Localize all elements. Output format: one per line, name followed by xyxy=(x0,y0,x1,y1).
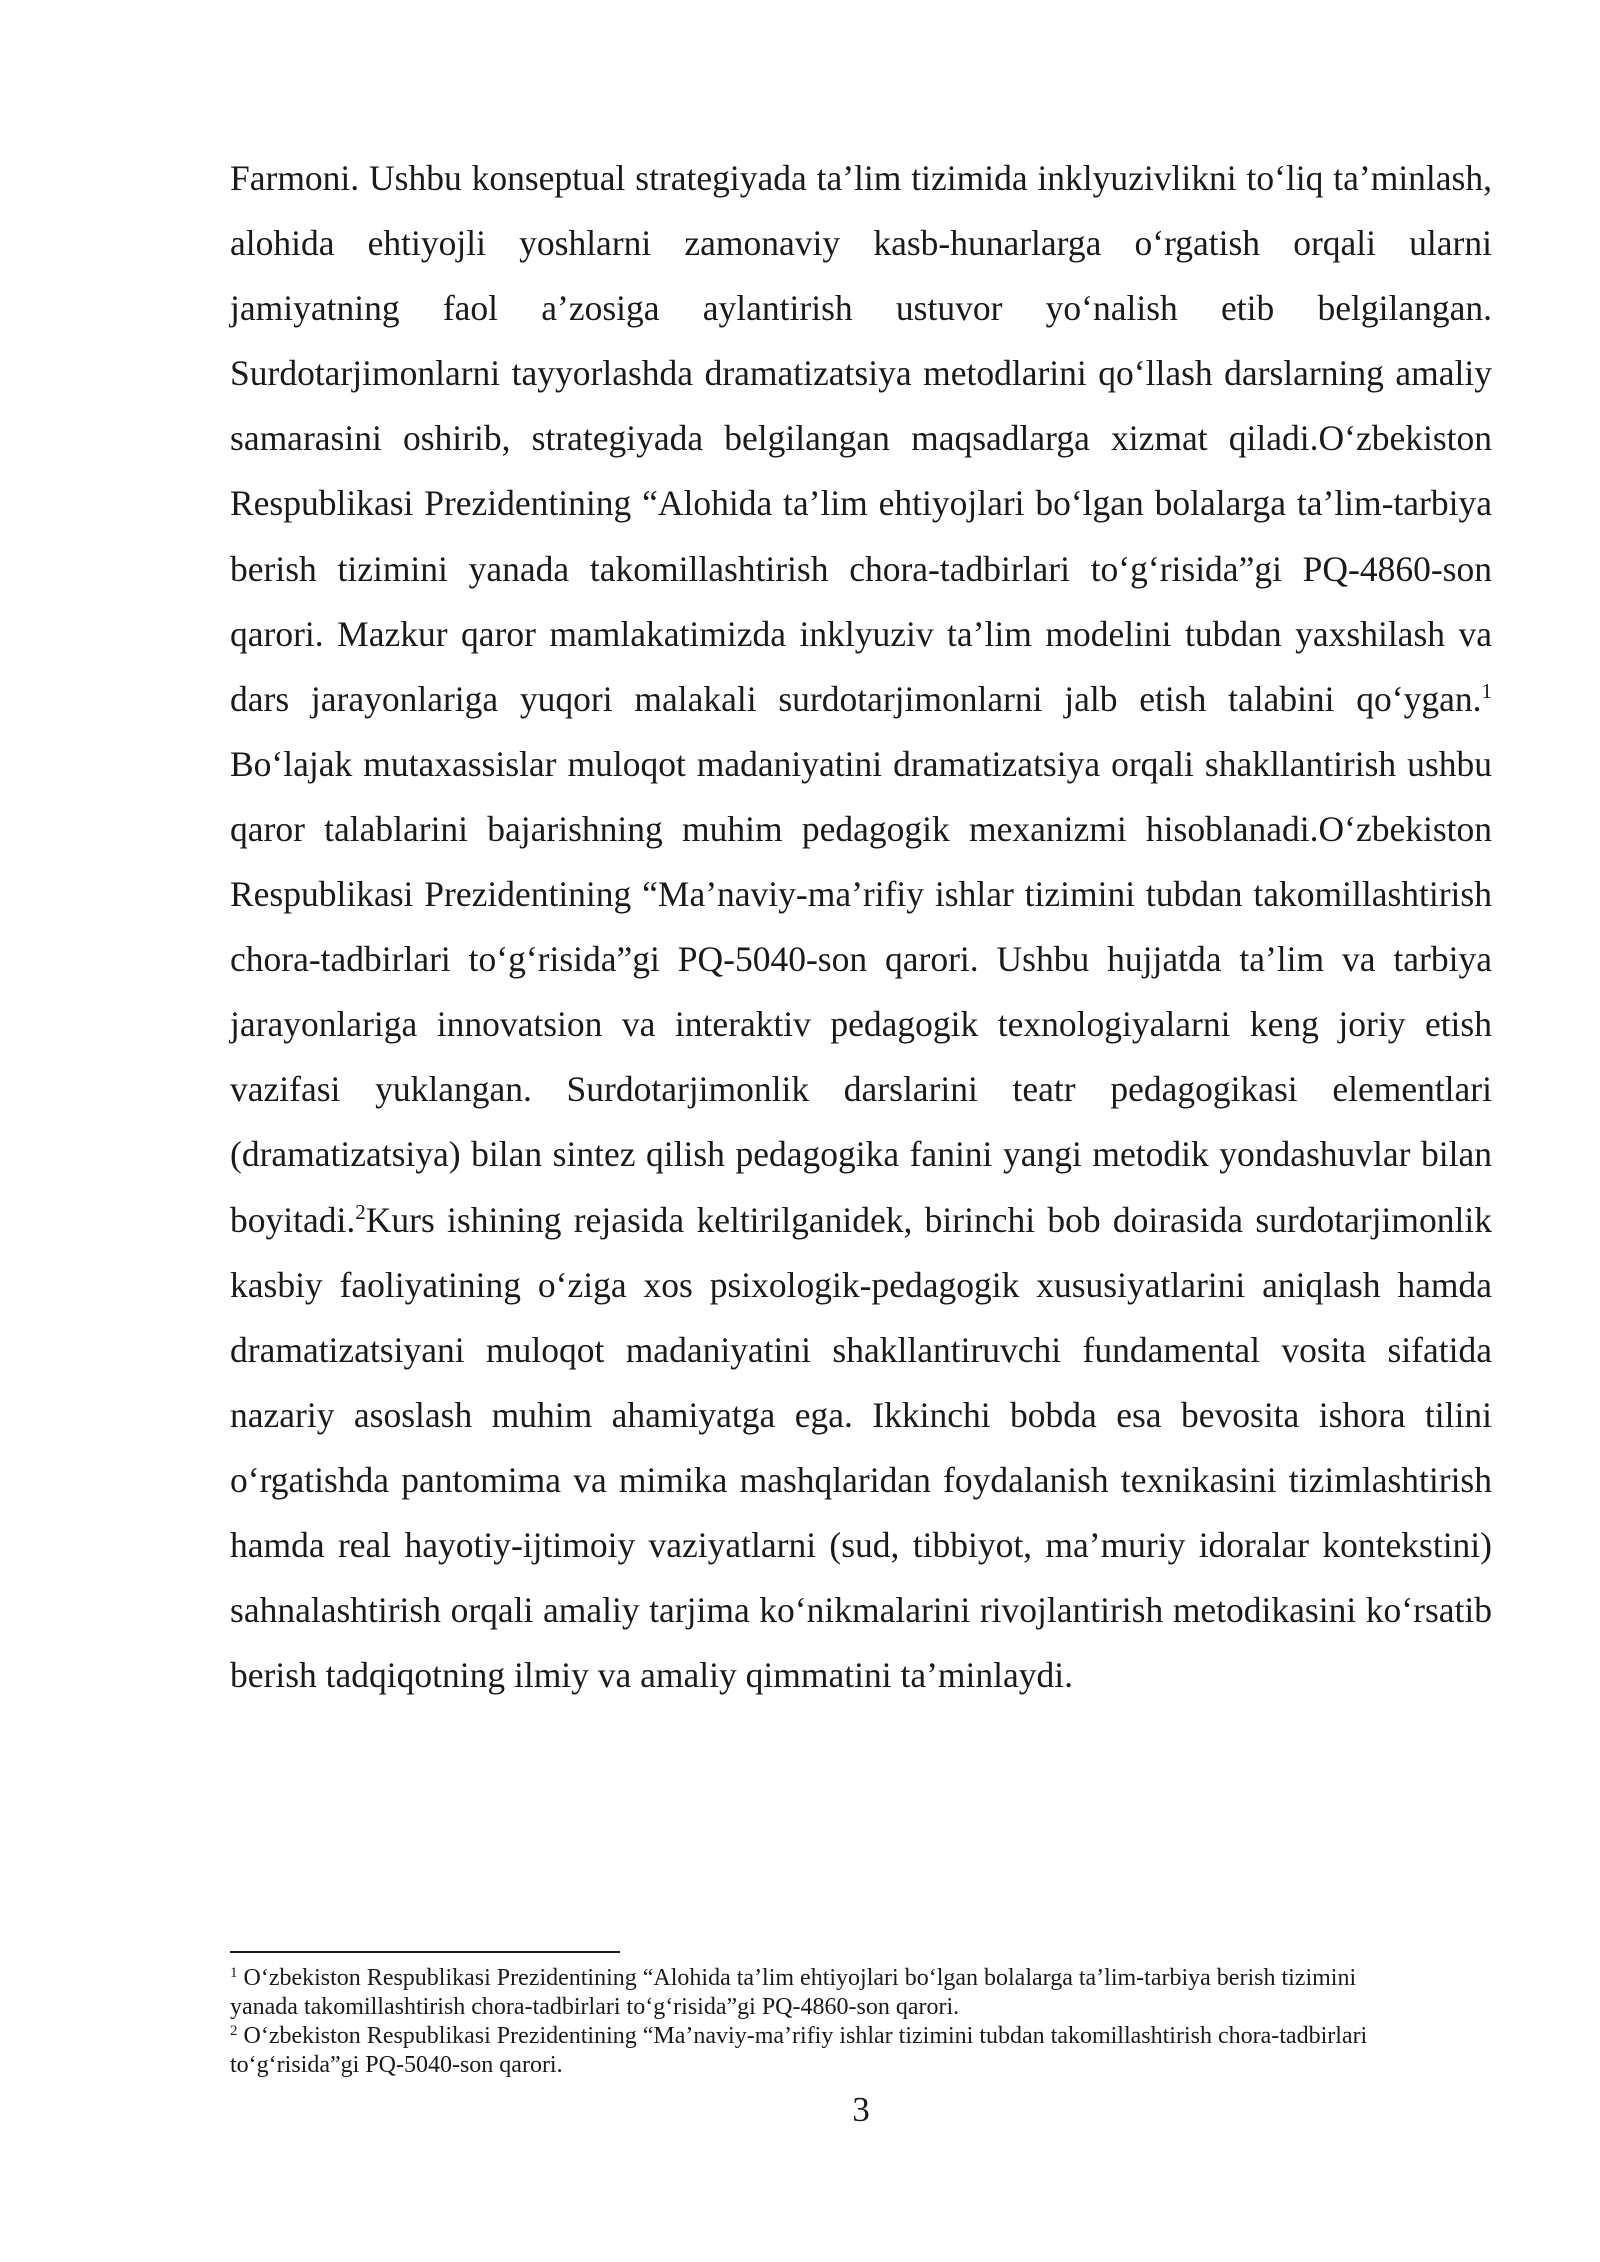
footnotes xyxy=(230,1964,1410,2080)
footnote-ref-1[interactable]: 1 xyxy=(1481,678,1492,703)
footnote-ref-2[interactable]: 2 xyxy=(355,1199,366,1224)
footnote-2-marker: 2 xyxy=(230,2022,238,2039)
body-paragraph xyxy=(230,146,1492,1708)
footnote-1 xyxy=(230,1964,1410,2022)
body-text-segment-2: Bo‘lajak mutaxassislar muloqot madaniyatini dramatizatsiya orqali shakllantirish ushbu qaror talablarini bajarishning muhim pedagogik mexanizmi hisoblanadi.O‘zbekiston Respublikasi Prezidentining “Ma’naviy-ma’rifiy ishlar tizimini tubdan takomillashtirish chora-tadbirlari to‘g‘risida”gi PQ-5040-son qarori. Ushbu hujjatda ta’lim va tarbiya jarayonlariga innovatsion va interaktiv pedagogik texnologiyalarni keng joriy etish vazifasi yuklangan. Surdotarjimonlik darslarini teatr pedagogikasi elementlari (dramatizatsiya) bilan sintez qilish pedagogika fanini yangi metodik yondashuvlar bilan boyitadi. xyxy=(230,743,1492,1240)
footnote-2 xyxy=(230,2022,1410,2080)
page-number: 3 xyxy=(852,2090,870,2129)
footnote-1-marker: 1 xyxy=(230,1964,238,1981)
footnote-1-text: O‘zbekiston Respublikasi Prezidentining “Alohida ta’lim ehtiyojlari bo‘lgan bolalarga ta’lim-tarbiya berish tizimini yanada takomillashtirish chora-tadbirlari to‘g‘risida”gi PQ-4860-son qarori. xyxy=(230,1965,1357,2020)
body-text-segment-1: Farmoni. Ushbu konseptual strategiyada ta’lim tizimida inklyuzivlikni to‘liq ta’minlash, alohida ehtiyojli yoshlarni zamonaviy kasb-hunarlarga o‘rgatish orqali ularni jamiyatning faol a’zosiga aylantirish ustuvor yo‘nalish etib belgilangan. Surdotarjimonlarni tayyorlashda dramatizatsiya metodlarini qo‘llash darslarning amaliy samarasini oshirib, strategiyada belgilangan maqsadlarga xizmat qiladi.O‘zbekiston Respublikasi Prezidentining “Alohida ta’lim ehtiyojlari bo‘lgan bolalarga ta’lim-tarbiya berish tizimini yanada takomillashtirish chora-tadbirlari to‘g‘risida”gi PQ-4860-son qarori. Mazkur qaror mamlakatimizda inklyuziv ta’lim modelini tubdan yaxshilash va dars jarayonlariga yuqori malakali surdotarjimonlarni jalb etish talabini qo‘ygan. xyxy=(230,158,1492,719)
footnote-2-text: O‘zbekiston Respublikasi Prezidentining “Ma’naviy-ma’rifiy ishlar tizimini tubdan takomillashtirish chora-tadbirlari to‘g‘risida”gi PQ-5040-son qarori. xyxy=(230,2023,1368,2078)
body-text-segment-3: Kurs ishining rejasida keltirilganidek, birinchi bob doirasida surdotarjimonlik kasbiy faoliyatining o‘ziga xos psixologik-pedagogik xususiyatlarini aniqlash hamda dramatizatsiyani muloqot madaniyatini shakllantiruvchi fundamental vosita sifatida nazariy asoslash muhim ahamiyatga ega. Ikkinchi bobda esa bevosita ishora tilini o‘rgatishda pantomima va mimika mashqlaridan foydalanish texnikasini tizimlashtirish hamda real hayotiy-ijtimoiy vaziyatlarni (sud, tibbiyot, ma’muriy idoralar kontekstini) sahnalashtirish orqali amaliy tarjima ko‘nikmalarini rivojlantirish metodikasini ko‘rsatib berish tadqiqotning ilmiy va amaliy qimmatini ta’minlaydi. xyxy=(230,1199,1492,1696)
footnote-separator xyxy=(230,1951,620,1953)
